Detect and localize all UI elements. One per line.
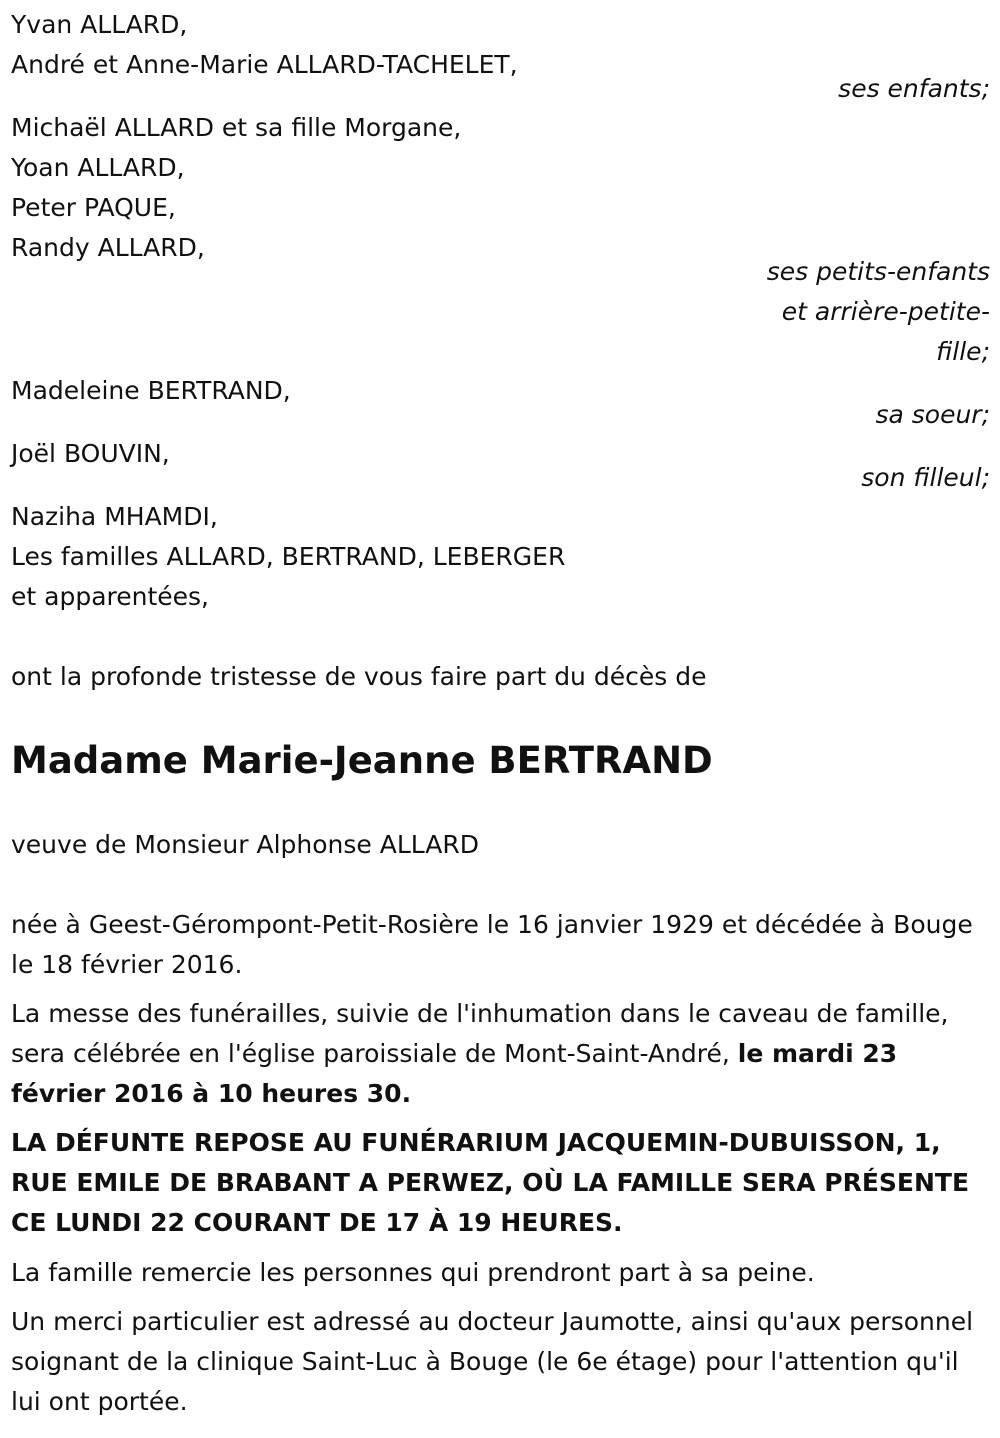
grandchildren-relation-label-2: et arrière-petite- [781,297,990,326]
grandchildren-relation-label-3: fille; [936,337,990,366]
funeral-mass-text: La messe des funérailles, suivie de l'inhumation dans le caveau de famille, sera célébrée en l'église paroissiale de Mont-Saint-André, [11,999,949,1068]
sister-name: Madeleine BERTRAND, [11,376,291,405]
child-name-1: Yvan ALLARD, [11,10,188,39]
funeral-mass-datetime: le mardi 23 février 2016 à 10 heures 30. [11,1039,898,1108]
godson-name: Joël BOUVIN, [11,439,170,468]
grandchild-name-4: Randy ALLARD, [11,233,205,262]
sister-relation-label: sa soeur; [875,400,990,429]
other-family-1: Naziha MHAMDI, [11,502,218,531]
special-thanks: Un merci particulier est adressé au docteur Jaumotte, ainsi qu'aux personnel soignant de la clinique Saint-Luc à Bouge (le 6e étage) pour l'attention qu'il lui ont portée. [11,1307,974,1416]
widow-of: veuve de Monsieur Alphonse ALLARD [11,830,479,859]
grandchild-name-1: Michaël ALLARD et sa fille Morgane, [11,113,462,142]
grandchild-name-3: Peter PAQUE, [11,193,176,222]
grandchildren-relation-label-1: ses petits-enfants [766,257,990,286]
children-relation-label: ses enfants; [838,74,990,103]
funeral-home-notice: LA DÉFUNTE REPOSE AU FUNÉRARIUM JACQUEMIN-DUBUISSON, 1, RUE EMILE DE BRABANT A PERWEZ, OÙ LA FAMILLE SERA PRÉSENTE CE LUNDI 22 COURANT DE 17 À 19 HEURES. [11,1128,970,1237]
child-name-2: André et Anne-Marie ALLARD-TACHELET, [11,50,518,79]
godson-relation-label: son filleul; [861,463,990,492]
birth-death-details: née à Geest-Gérompont-Petit-Rosière le 16 janvier 1929 et décédée à Bouge le 18 février 2016. [11,910,973,979]
deceased-name: Madame Marie-Jeanne BERTRAND [11,739,713,782]
funeral-mass-paragraph [11,994,996,1114]
other-family-2: Les familles ALLARD, BERTRAND, LEBERGER [11,542,566,571]
announcement-intro: ont la profonde tristesse de vous faire part du décès de [11,662,707,691]
other-family-3: et apparentées, [11,582,209,611]
grandchild-name-2: Yoan ALLARD, [11,153,185,182]
family-thanks: La famille remercie les personnes qui prendront part à sa peine. [11,1258,815,1287]
